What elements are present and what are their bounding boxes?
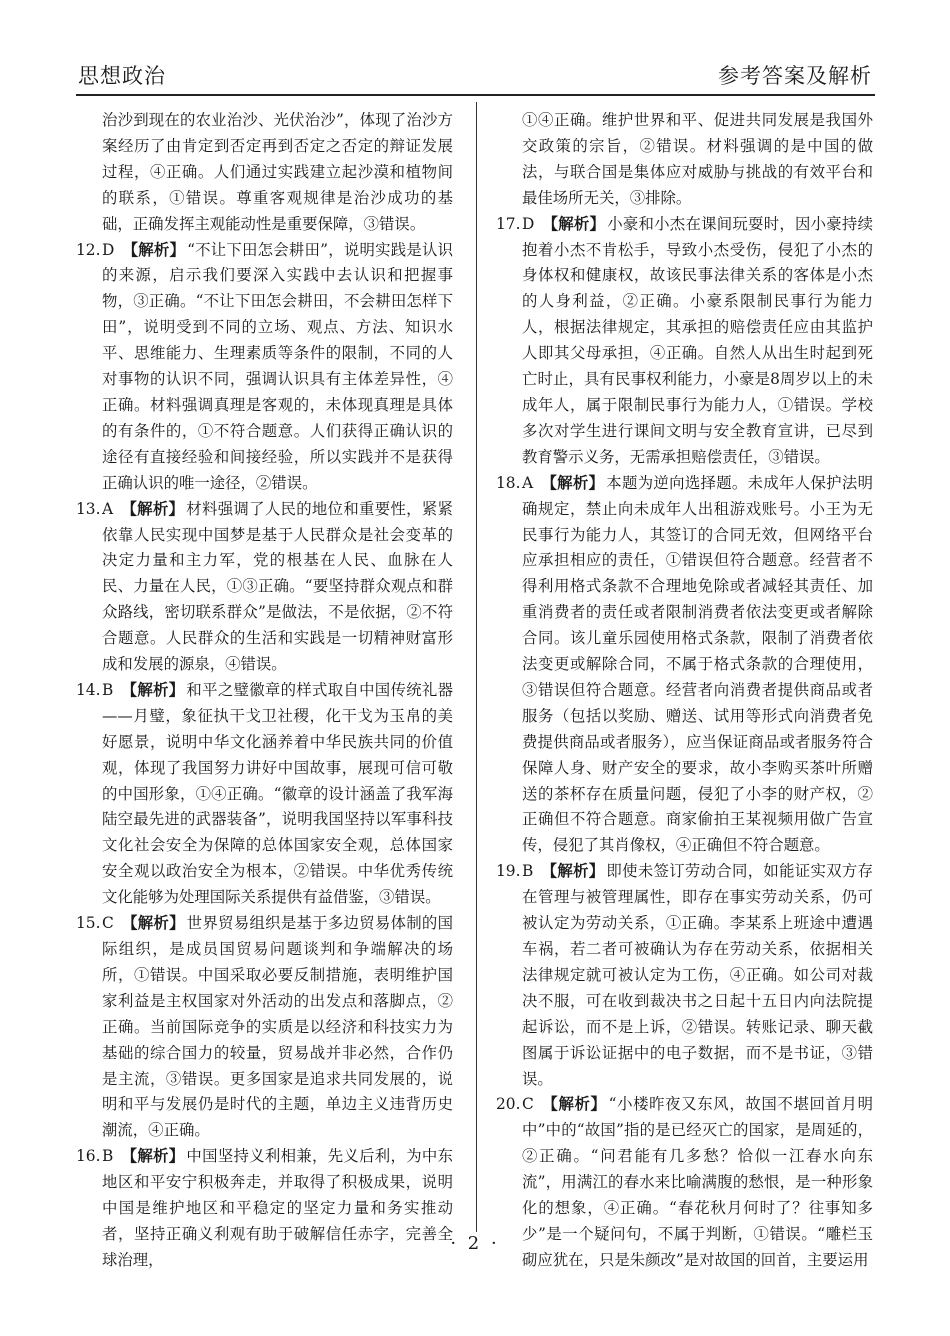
question-number: 19. bbox=[496, 862, 521, 881]
right-column bbox=[496, 108, 873, 1269]
analysis-text: 材料强调了人民的地位和重要性，紧紧依靠人民实现中国梦是基于人民群众是社会变革的决定力量和主力军，党的根基在人民、血脉在人民、力量在人民，①③正确。“要坚持群众观点和群众路线，密切联系群众”是做法，不是依据，②不符合题意。人民群众的生活和实践是一切精神财富形成和发展的源泉，④错误。 bbox=[102, 499, 453, 674]
analysis-tag: 【解析】 bbox=[542, 214, 606, 233]
continuation-paragraph: 治沙到现在的农业治沙、光伏治沙”，体现了治沙方案经历了由肯定到否定再到否定之否定的辩证发展过程，④正确。人们通过实践建立起沙漠和植物间的联系，①错误。尊重客观规律是治沙成功的基础，正确发挥主观能动性是重要保障，③错误。 bbox=[102, 111, 453, 233]
analysis-tag: 【解析】 bbox=[121, 499, 185, 518]
analysis-text: 小豪和小杰在课间玩耍时，因小豪持续抱着小杰不肯松手，导致小杰受伤，侵犯了小杰的身体权和健康权，故该民事法律关系的客体是小杰的人身利益，②正确。小豪系限制民事行为能力人，根据法律规定，其承担的赔偿责任应由其监护人即其父母承担，④正确。自然人从出生时起到死亡时止，具有民事权利能力，小豪是8周岁以上的未成年人，属于限制民事行为能力人，①错误。学校多次对学生进行课间文明与安全教育宣讲，已尽到教育警示义务，无需承担赔偿责任，③错误。 bbox=[522, 214, 873, 466]
answer-letter: D bbox=[102, 240, 115, 259]
header-section: 参考答案及解析 bbox=[718, 64, 872, 88]
analysis-text: “小楼昨夜又东风，故国不堪回首月明中”中的“故国”指的是已经灭亡的国家，是周延的，②正确。“问君能有几多愁？恰似一江春水向东流”，用满江的春水来比喻满腹的愁恨，是一种形象化的想象，④正确。“春花秋月何时了？往事知多少”是一个疑问句，不属于判断，①错误。“雕栏玉砌应犹在，只是朱颜改”是对故国的回首，主要运用 bbox=[522, 1095, 873, 1269]
analysis-text: 中国坚持义利相兼，先义后利，为中东地区和平安宁积极奔走，并取得了积极成果，说明中国是维护地区和平稳定的坚定力量和务实推动者，坚持正确义利观有助于破解信任赤字，完善全球治理， bbox=[102, 1147, 453, 1269]
answer-letter: B bbox=[522, 862, 534, 881]
page-number: · 2 · bbox=[450, 1233, 500, 1254]
answer-item-17 bbox=[496, 212, 873, 471]
question-number: 13. bbox=[76, 499, 101, 518]
question-number: 15. bbox=[76, 914, 101, 933]
question-number: 16. bbox=[76, 1147, 101, 1166]
answer-item-12 bbox=[76, 238, 453, 497]
answer-item-18 bbox=[496, 471, 873, 860]
analysis-text: 和平之璧徽章的样式取自中国传统礼器——月璧，象征执干戈卫社稷，化干戈为玉帛的美好愿景，说明中华文化涵养着中华民族共同的价值观，体现了我国努力讲好中国故事，展现可信可敬的中国形象，①④正确。“徽章的设计涵盖了我军海陆空最先进的武器装备”，说明我国坚持以军事科技文化社会安全为保障的总体国家安全观，总体国家安全观以政治安全为根本，②错误。中华优秀传统文化能够为处理国际关系提供有益借鉴，③错误。 bbox=[102, 680, 453, 907]
analysis-tag: 【解析】 bbox=[541, 1095, 607, 1114]
analysis-text: 世界贸易组织是基于多边贸易体制的国际组织，是成员国贸易问题谈判和争端解决的场所，①错误。中国采取必要反制措施，表明维护国家利益是主权国家对外活动的出发点和落脚点，②正确。当前国际竞争的实质是以经济和科技实力为基础的综合国力的较量，贸易战并非必然，合作仍是主流，③错误。更多国家是追求共同发展的，说明和平与发展仍是时代的主题，单边主义违背历史潮流，④正确。 bbox=[102, 914, 453, 1140]
analysis-tag: 【解析】 bbox=[541, 862, 605, 881]
answer-item-15 bbox=[76, 911, 453, 1144]
analysis-text: 本题为逆向选择题。未成年人保护法明确规定，禁止向未成年人出租游戏账号。小王为无民事行为能力人，其签订的合同无效，但网络平台应承担相应的责任，①错误但符合题意。经营者不得利用格式条款不合理地免除或者减轻其责任、加重消费者的责任或者限制消费者依法变更或者解除合同。该儿童乐园使用格式条款，限制了消费者依法变更或解除合同，不属于格式条款的合理使用，③错误但符合题意。经营者向消费者提供商品或者服务（包括以奖励、赠送、试用等形式向消费者免费提供商品或者服务），应当保证商品或者服务符合保障人身、财产安全的要求，故小李购买茶叶所赠送的茶杯存在质量问题，侵犯了小李的财产权，②正确但不符合题意。商家偷拍王某视频用做广告宣传，侵犯了其肖像权，④正确但不符合题意。 bbox=[522, 473, 873, 855]
answer-item-13 bbox=[76, 497, 453, 678]
analysis-tag: 【解析】 bbox=[121, 914, 185, 933]
question-number: 20. bbox=[496, 1095, 521, 1114]
left-column bbox=[76, 108, 453, 1269]
answer-letter: B bbox=[102, 680, 114, 699]
analysis-text: 即使未签订劳动合同，如能证实双方存在管理与被管理属性，即存在事实劳动关系，仍可被认定为劳动关系，①正确。李某系上班途中遭遇车祸，若二者可被确认为存在劳动关系，依据相关法律规定就可被认定为工伤，④正确。如公司对裁决不服，可在收到裁决书之日起十五日内向法院提起诉讼，而不是上诉，②错误。转账记录、聊天截图属于诉讼证据中的电子数据，而不是书证，③错误。 bbox=[522, 862, 873, 1088]
question-number: 17. bbox=[496, 214, 521, 233]
answer-item-16 bbox=[76, 1144, 453, 1274]
answer-letter: A bbox=[102, 499, 114, 518]
answer-letter: A bbox=[522, 473, 534, 492]
page-header bbox=[0, 0, 950, 100]
question-number: 18. bbox=[496, 473, 521, 492]
header-rule bbox=[76, 94, 875, 96]
continuation-paragraph: ①④正确。维护世界和平、促进共同发展是我国外交政策的宗旨，②错误。材料强调的是中国的做法，与联合国是集体应对威胁与挑战的有效平台和最佳场所无关，③排除。 bbox=[522, 111, 873, 207]
answer-letter: B bbox=[102, 1147, 114, 1166]
answer-letter: D bbox=[522, 214, 535, 233]
analysis-tag: 【解析】 bbox=[541, 473, 605, 492]
answer-item-19 bbox=[496, 859, 873, 1092]
header-subject: 思想政治 bbox=[78, 64, 166, 88]
answer-letter: C bbox=[102, 914, 114, 933]
analysis-text: “不让下田怎会耕田”，说明实践是认识的来源，启示我们要深入实践中去认识和把握事物，③正确。“不让下田怎会耕田，不会耕田怎样下田”，说明受到不同的立场、观点、方法、知识水平、思维能力、生理素质等条件的限制，不同的人对事物的认识不同，强调认识具有主体差异性，④正确。材料强调真理是客观的，未体现真理是具体的有条件的，①不符合题意。人们获得正确认识的途径有直接经验和间接经验，所以实践并不是获得正确认识的唯一途径，②错误。 bbox=[102, 240, 453, 492]
question-number: 12. bbox=[76, 240, 101, 259]
answer-item-14 bbox=[76, 678, 453, 911]
analysis-tag: 【解析】 bbox=[121, 680, 185, 699]
answer-letter: C bbox=[522, 1095, 534, 1114]
column-divider bbox=[476, 102, 477, 1232]
analysis-tag: 【解析】 bbox=[121, 1147, 185, 1166]
question-number: 14. bbox=[76, 680, 101, 699]
analysis-tag: 【解析】 bbox=[122, 240, 186, 259]
